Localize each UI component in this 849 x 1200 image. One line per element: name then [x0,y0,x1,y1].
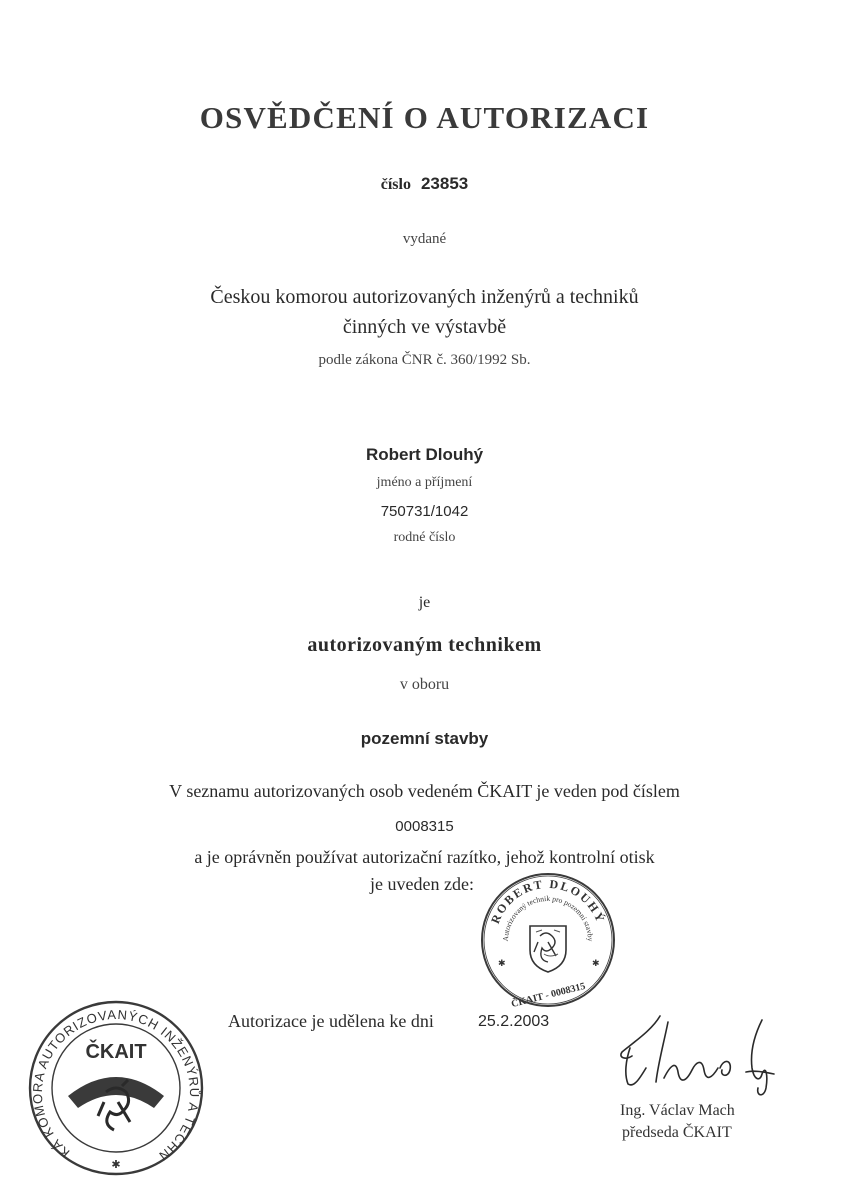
role-title: autorizovaným technikem [307,634,542,656]
signature [612,1012,792,1102]
signer-role: předseda ČKAIT [622,1124,732,1141]
field-label: v oboru [399,676,450,693]
je-text: je [418,594,431,611]
personal-number-caption: rodné číslo [393,530,456,545]
issuer-line-1: Českou komorou autorizovaných inženýrů a techniků [210,286,639,308]
star-icon: ✱ [111,1158,121,1171]
register-number: 0008315 [395,818,454,835]
chamber-stamp-center-text: ČKAIT [85,1041,147,1063]
person-name-caption: jméno a příjmení [376,475,473,490]
certificate-title: OSVĚDČENÍ O AUTORIZACI [199,100,650,135]
stamp-inner-arc-text: Autorizovaný technik pro pozemní stavby [500,893,596,942]
personal-number: 750731/1042 [380,503,469,520]
stamp-text-line-1: a je oprávněn používat autorizační razítko, jehož kontrolní otisk [194,847,655,867]
stamp-bottom-text: ČKAIT - 0008315 [510,980,587,1010]
stamp-top-arc-text: ROBERT DLOUHÝ [487,876,609,926]
signer-name: Ing. Václav Mach [620,1102,735,1119]
stamp-text-line-2: je uveden zde: [370,874,474,894]
star-icon: ✱ [592,959,600,969]
person-name: Robert Dlouhý [365,445,484,464]
certificate-number: 23853 [420,174,469,193]
personal-stamp [478,870,618,1010]
lion-emblem-icon [68,1077,164,1130]
coat-of-arms-icon [530,926,566,972]
chamber-stamp [20,986,206,1178]
certificate-number-line [0,174,849,194]
granted-label: Autorizace je udělena ke dni [228,1011,434,1031]
number-label: číslo [380,176,411,193]
granted-date: 25.2.2003 [478,1013,550,1030]
chamber-stamp-arc-text: ČESKÁ KOMORA AUTORIZOVANÝCH INŽENÝRŮ A TECHNIKŮ [20,986,203,1165]
star-icon: ✱ [498,959,506,969]
issued-label: vydané [402,231,447,247]
law-reference: podle zákona ČNR č. 360/1992 Sb. [318,352,531,368]
register-text: V seznamu autorizovaných osob vedeném ČKAIT je veden pod číslem [169,781,680,801]
field-value: pozemní stavby [360,729,489,748]
issuer-line-2: činných ve výstavbě [342,316,507,338]
